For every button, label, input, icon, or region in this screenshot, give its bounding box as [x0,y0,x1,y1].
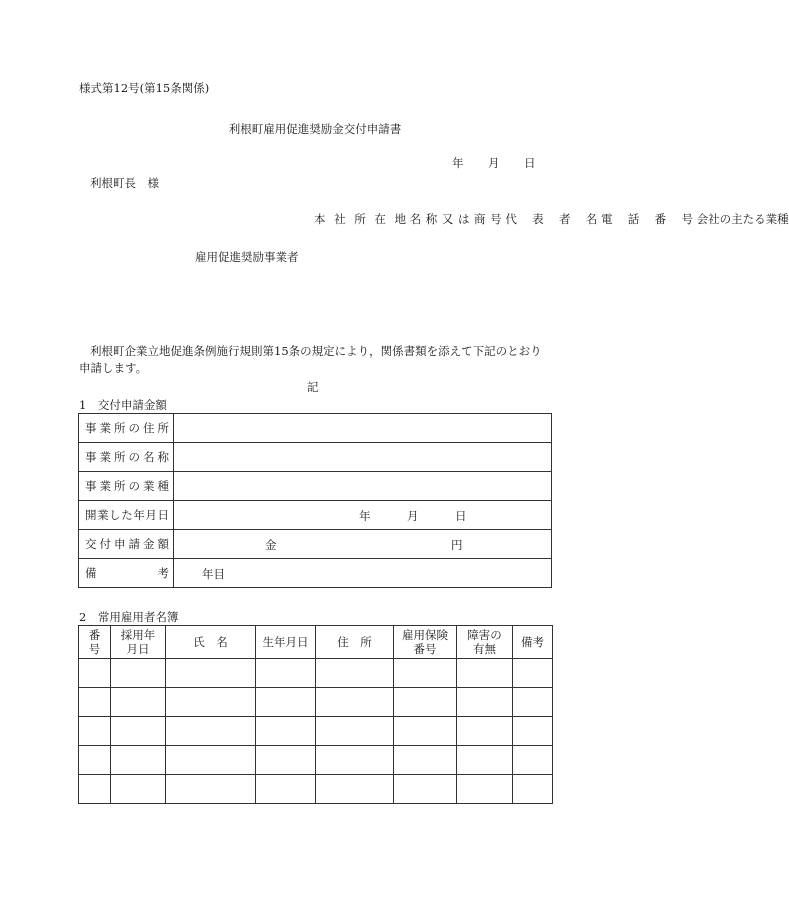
table-row [79,775,553,804]
employee-cell[interactable] [513,659,553,688]
amount-kin-label: 金 [265,538,277,552]
employee-cell[interactable] [394,775,457,804]
table-row [79,414,552,443]
opened-day-label: 日 [455,509,467,523]
form-title: 利根町雇用促進奨励金交付申請書 [228,122,402,136]
addressee: 利根町長 様 [90,176,159,190]
employee-cell[interactable] [316,775,394,804]
body-text-line2: 申請します。 [79,361,148,375]
employee-cell[interactable] [316,717,394,746]
row-label-name: 事業所の名称 [79,443,174,472]
employee-cell[interactable] [111,659,166,688]
row-label-remarks: 備考 [79,559,174,588]
applicant-role-label: 雇用促進奨励事業者 [195,250,299,264]
employee-cell[interactable] [256,688,316,717]
application-amount-table [78,413,552,588]
employee-cell[interactable] [316,746,394,775]
employee-cell[interactable] [457,775,513,804]
form-number: 様式第12号(第15条関係) [79,81,210,95]
employee-cell[interactable] [457,659,513,688]
row-label-address: 事業所の住所 [79,414,174,443]
row-label-amount: 交付申請金額 [79,530,174,559]
remarks-value: 年目 [202,567,225,581]
employee-cell[interactable] [166,775,256,804]
remarks-cell[interactable] [174,559,552,588]
header-remarks: 備考 [513,626,553,659]
employee-cell[interactable] [394,717,457,746]
date-day-label: 日 [524,156,536,170]
table-row [79,530,552,559]
name-value-cell[interactable] [174,443,552,472]
table-row [79,443,552,472]
header-hire-date: 採用年 月日 [111,626,166,659]
opened-date-cell[interactable] [174,501,552,530]
employee-register-table [78,625,553,804]
date-month-label: 月 [488,156,500,170]
employee-cell[interactable] [316,659,394,688]
employee-cell[interactable] [394,659,457,688]
employee-cell[interactable] [79,688,111,717]
employee-cell[interactable] [256,659,316,688]
employee-cell[interactable] [513,688,553,717]
opened-year-label: 年 [359,509,371,523]
header-no: 番 号 [79,626,111,659]
row-label-opened: 開業した年月日 [79,501,174,530]
employee-cell[interactable] [111,775,166,804]
employee-cell[interactable] [256,775,316,804]
body-text-line1: 利根町企業立地促進条例施行規則第15条の規定により，関係書類を添えて下記のとおり [90,344,542,358]
employee-cell[interactable] [256,717,316,746]
field-phone: 電話番号 [600,212,693,226]
employee-cell[interactable] [457,688,513,717]
header-name: 氏 名 [166,626,256,659]
employee-cell[interactable] [166,688,256,717]
employee-cell[interactable] [79,775,111,804]
section1-heading: 1 交付申請金額 [79,398,167,412]
amount-cell[interactable] [174,530,552,559]
amount-yen-label: 円 [451,538,463,552]
employee-cell[interactable] [79,717,111,746]
employee-cell[interactable] [111,746,166,775]
table-row [79,688,553,717]
table-row [79,501,552,530]
employee-cell[interactable] [166,746,256,775]
header-row [79,626,553,659]
employee-cell[interactable] [256,746,316,775]
row-label-industry: 事業所の業種 [79,472,174,501]
header-insurance-no: 雇用保険 番号 [394,626,457,659]
employee-cell[interactable] [316,688,394,717]
opened-month-label: 月 [407,509,419,523]
table-row [79,746,553,775]
applicant-fields [314,211,789,230]
date-year-label: 年 [452,156,464,170]
field-representative: 代表者名 [505,212,598,226]
employee-cell[interactable] [457,746,513,775]
employee-cell[interactable] [394,746,457,775]
table-row [79,559,552,588]
employee-cell[interactable] [166,659,256,688]
employee-cell[interactable] [111,688,166,717]
employee-cell[interactable] [79,659,111,688]
field-company-name: 名称又は商号 [409,212,502,226]
address-value-cell[interactable] [174,414,552,443]
employee-cell[interactable] [79,746,111,775]
field-head-office: 本社所在地 [314,212,406,226]
table-row [79,472,552,501]
employee-cell[interactable] [394,688,457,717]
employee-cell[interactable] [513,717,553,746]
section2-heading: 2 常用雇用者名簿 [79,610,179,624]
field-main-industry: 会社の主たる業種 [696,212,789,226]
header-disability: 障害の 有無 [457,626,513,659]
ki-label: 記 [307,380,319,394]
employee-cell[interactable] [111,717,166,746]
employee-cell[interactable] [513,775,553,804]
header-address: 住 所 [316,626,394,659]
header-birth-date: 生年月日 [256,626,316,659]
employee-cell[interactable] [166,717,256,746]
employee-cell[interactable] [457,717,513,746]
table-row [79,717,553,746]
table-row [79,659,553,688]
industry-value-cell[interactable] [174,472,552,501]
employee-cell[interactable] [513,746,553,775]
